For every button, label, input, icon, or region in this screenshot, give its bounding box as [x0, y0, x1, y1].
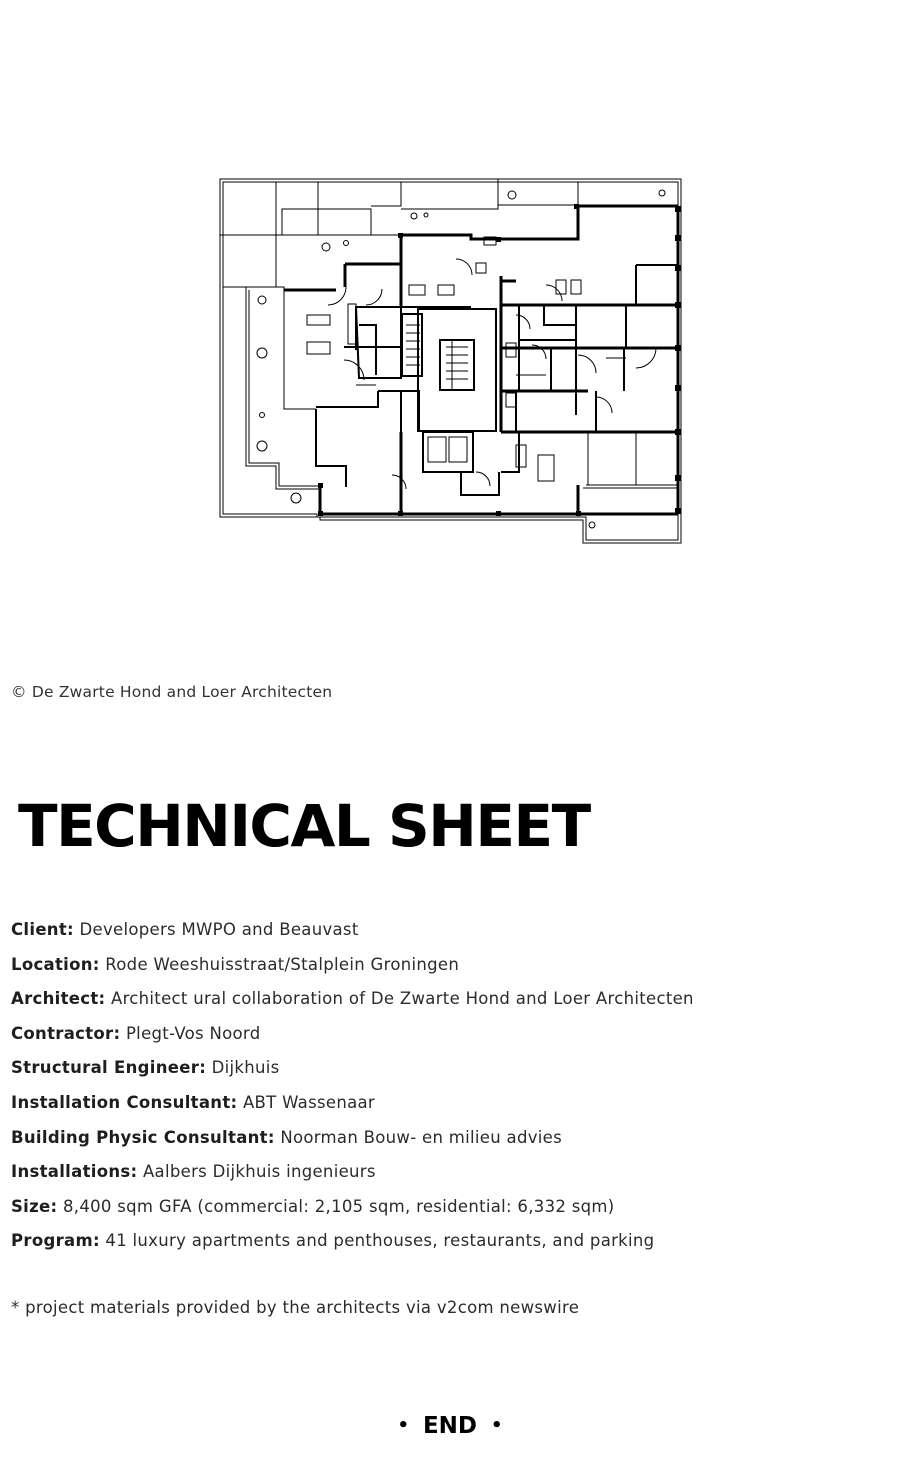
spec-value: Rode Weeshuisstraat/Stalplein Groningen	[105, 954, 460, 974]
spec-value: Developers MWPO and Beauvast	[79, 920, 359, 939]
spec-value: Aalbers Dijkhuis ingenieurs	[142, 1162, 376, 1182]
spec-label: Building Physic Consultant:	[11, 1127, 275, 1147]
spec-label: Client:	[11, 920, 74, 939]
spec-label: Installations:	[11, 1162, 138, 1182]
spec-label: Size:	[11, 1196, 58, 1216]
spec-value: Plegt-Vos Noord	[125, 1023, 261, 1043]
spec-value: Noorman Bouw- en milieu advies	[280, 1127, 563, 1147]
end-label: END	[422, 1413, 478, 1439]
spec-item-architect	[11, 987, 891, 1022]
spec-item-installations	[11, 1160, 891, 1195]
section-heading: TECHNICAL SHEET	[18, 792, 590, 860]
source-note: * project materials provided by the architects via v2com newswire	[11, 1298, 580, 1317]
spec-value: ABT Wassenaar	[242, 1092, 375, 1112]
end-marker	[0, 1413, 900, 1439]
image-caption: © De Zwarte Hond and Loer Architecten	[11, 683, 333, 701]
bullet-icon: •	[397, 1415, 409, 1436]
spec-label: Contractor:	[11, 1023, 121, 1043]
spec-label: Architect:	[11, 989, 106, 1009]
spec-value: 41 luxury apartments and penthouses, restaurants, and parking	[105, 1231, 655, 1251]
spec-item-structural-engineer	[11, 1056, 891, 1091]
spec-value: Architect ural collaboration of De Zwarte Hond and Loer Architecten	[110, 989, 694, 1009]
technical-sheet-list	[11, 918, 891, 1264]
spec-item-size	[11, 1195, 891, 1230]
spec-item-contractor	[11, 1022, 891, 1057]
bullet-icon: •	[491, 1415, 503, 1436]
spec-item-client	[11, 918, 891, 953]
spec-value: Dijkhuis	[211, 1058, 280, 1078]
spec-item-building-physic-consultant	[11, 1126, 891, 1161]
spec-label: Program:	[11, 1231, 100, 1251]
spec-item-installation-consultant	[11, 1091, 891, 1126]
floor-plan-drawing	[216, 175, 686, 547]
spec-label: Installation Consultant:	[11, 1092, 238, 1112]
spec-value: 8,400 sqm GFA (commercial: 2,105 sqm, residential: 6,332 sqm)	[62, 1196, 615, 1216]
spec-label: Location:	[11, 954, 100, 974]
spec-item-program	[11, 1229, 891, 1264]
spec-label: Structural Engineer:	[11, 1058, 207, 1078]
spec-item-location	[11, 953, 891, 988]
